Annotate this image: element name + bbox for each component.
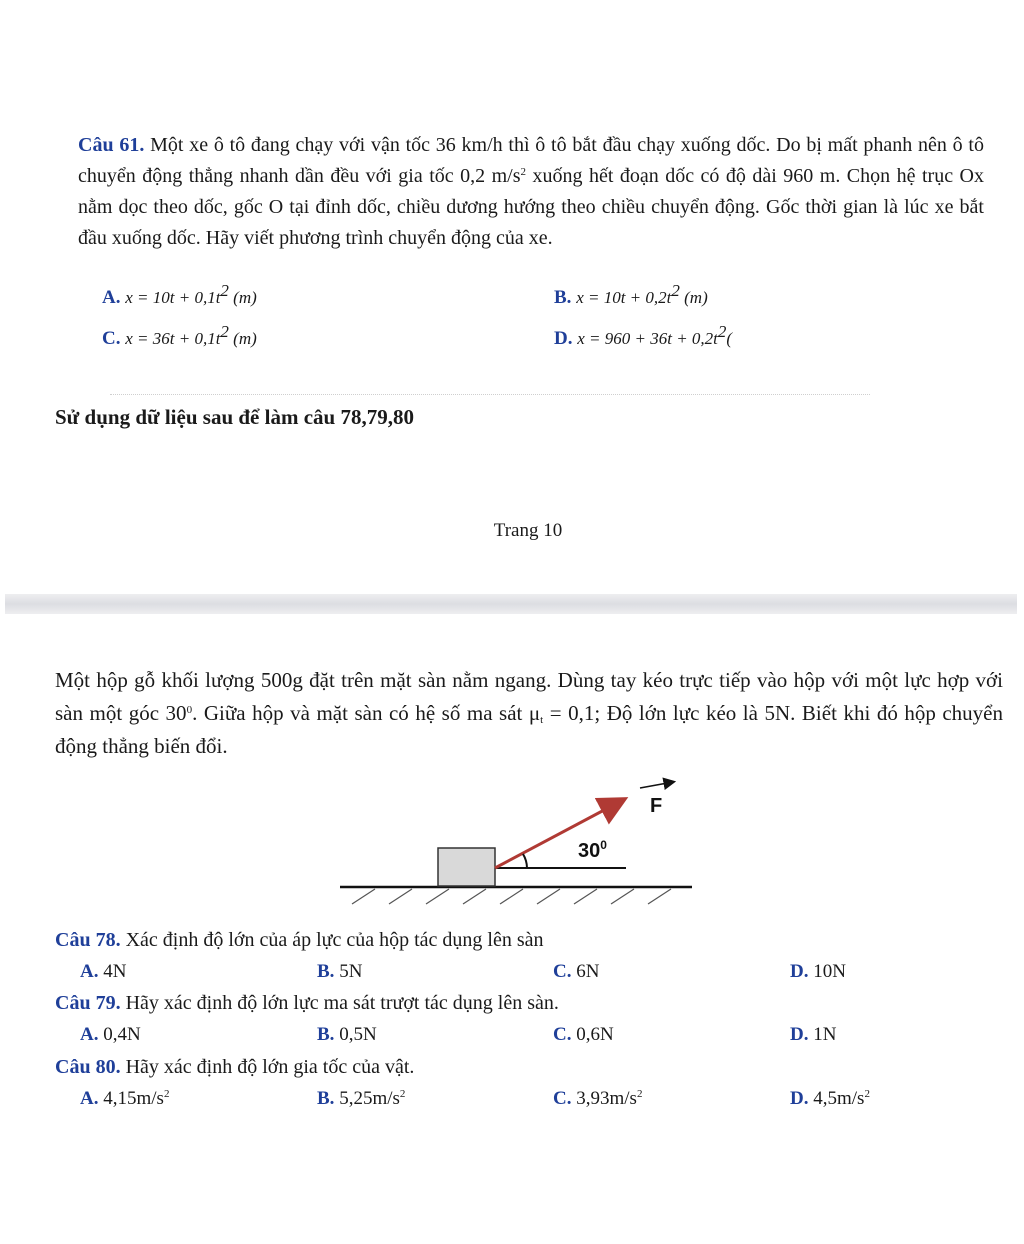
question-78 (55, 929, 544, 952)
angle-degree-sup: 0 (600, 838, 607, 852)
answer-value: 1N (813, 1024, 837, 1045)
answer-value: 4,5m/s (813, 1088, 865, 1109)
ground-hatching (352, 889, 671, 904)
data-intro-heading: Sử dụng dữ liệu sau để làm câu 78,79,80 (55, 405, 414, 429)
question-78-text: Xác định độ lớn của áp lực của hộp tác dụng lên sàn (120, 929, 544, 951)
q80-answer-c[interactable] (553, 1088, 642, 1110)
answer-value: 4,15m/s (103, 1088, 164, 1109)
option-label: C. (102, 328, 121, 349)
q61-option-a[interactable] (102, 281, 257, 309)
answer-value: 6N (576, 961, 600, 982)
answer-label: D. (790, 961, 809, 982)
answer-sup: 2 (163, 1088, 170, 1100)
question-80 (55, 1056, 414, 1079)
wooden-box (438, 848, 495, 886)
q80-answer-d[interactable] (790, 1088, 870, 1110)
answer-label: D. (790, 1024, 809, 1045)
force-diagram (330, 770, 710, 910)
question-79 (55, 992, 559, 1015)
q79-answer-c[interactable] (553, 1024, 614, 1046)
question-61-label: Câu 61. (78, 134, 145, 156)
problem-text-3: = 0,1; Độ lớn lực kéo là 5N. Biết khi đó hộp chuyển động thẳng biến đổi. (55, 701, 1004, 758)
answer-value: 3,93m/s (576, 1088, 637, 1109)
angle-arc (523, 854, 527, 868)
option-formula: x = 10t + 0,2t (576, 288, 672, 307)
answer-value: 0,6N (576, 1024, 614, 1045)
answer-label: C. (553, 1024, 572, 1045)
answer-value: 10N (813, 961, 846, 982)
option-formula-unit: (m) (228, 329, 257, 348)
question-80-text: Hãy xác định độ lớn gia tốc của vật. (120, 1056, 415, 1078)
q78-answer-d[interactable] (790, 961, 846, 983)
option-label: B. (554, 287, 572, 308)
q79-answer-d[interactable] (790, 1024, 836, 1046)
question-79-label: Câu 79. (55, 992, 121, 1014)
option-formula-sup: 2 (671, 281, 680, 300)
q80-answer-a[interactable] (80, 1088, 169, 1110)
page-separator (5, 594, 1017, 614)
force-label: F (650, 795, 663, 817)
q78-answer-a[interactable] (80, 961, 126, 983)
answer-label: B. (317, 961, 335, 982)
problem-text-1-sup: 0 (186, 704, 193, 716)
q78-answer-b[interactable] (317, 961, 362, 983)
answer-label: C. (553, 1088, 572, 1109)
option-label: A. (102, 287, 121, 308)
option-formula: x = 960 + 36t + 0,2t (577, 329, 718, 348)
answer-label: B. (317, 1088, 335, 1109)
answer-sup: 2 (636, 1088, 643, 1100)
q61-option-b[interactable] (554, 281, 708, 309)
answer-value: 5,25m/s (339, 1088, 400, 1109)
answer-label: B. (317, 1024, 335, 1045)
option-formula-sup: 2 (220, 322, 229, 341)
angle-label (578, 838, 607, 862)
angle-value: 30 (578, 840, 601, 862)
option-formula-sup: 2 (717, 322, 727, 341)
question-78-label: Câu 78. (55, 929, 121, 951)
answer-label: A. (80, 1024, 99, 1045)
page-number: Trang 10 (493, 520, 563, 541)
option-formula-unit: ( (726, 329, 733, 348)
answer-sup: 2 (864, 1088, 870, 1100)
vector-arrow-icon (640, 782, 673, 788)
answer-label: A. (80, 1088, 99, 1109)
problem-text-2: . Giữa hộp và mặt sàn có hệ số ma sát μ (192, 701, 541, 725)
q79-answer-a[interactable] (80, 1024, 141, 1046)
answer-value: 0,5N (339, 1024, 377, 1045)
problem-text-1: Một hộp gỗ khối lượng 500g đặt trên mặt sàn nằm ngang. Dùng tay kéo trực tiếp vào hộp với một lực hợp với sàn một góc 30 (55, 668, 1003, 725)
option-formula: x = 36t + 0,1t (125, 329, 221, 348)
question-61-text-b: xuống hết đoạn dốc có độ dài 960 m. Chọn hệ trục Ox nằm dọc theo dốc, gốc O tại đỉnh dốc, chiều dương hướng theo chiều chuyển động. Gốc thời gian là lúc xe bắt đầu xuống dốc. Hãy viết phương trình chuyển động của xe. (78, 165, 984, 249)
answer-label: C. (553, 961, 572, 982)
answer-label: A. (80, 961, 99, 982)
option-label: D. (554, 328, 573, 349)
question-80-label: Câu 80. (55, 1056, 121, 1078)
answer-value: 4N (103, 961, 127, 982)
answer-sup: 2 (399, 1088, 406, 1100)
q61-option-d[interactable] (554, 322, 733, 350)
q78-answer-c[interactable] (553, 961, 599, 983)
answer-label: D. (790, 1088, 809, 1109)
question-61-text-a: Một xe ô tô đang chạy với vận tốc 36 km/h thì ô tô bắt đầu chạy xuống dốc. Do bị mất phanh nên ô tô chuyển động thẳng nhanh dần đều với gia tốc 0,2 m/s (78, 134, 984, 187)
problem-statement (55, 664, 1003, 763)
q80-answer-b[interactable] (317, 1088, 405, 1110)
problem-text-2-sub: t (540, 714, 544, 726)
faint-divider (110, 394, 870, 396)
option-formula-unit: (m) (228, 288, 257, 307)
force-arrow (495, 800, 623, 868)
q79-answer-b[interactable] (317, 1024, 377, 1046)
question-79-text: Hãy xác định độ lớn lực ma sát trượt tác dụng lên sàn. (120, 992, 559, 1014)
option-formula-sup: 2 (220, 281, 229, 300)
option-formula-unit: (m) (679, 288, 708, 307)
answer-value: 5N (339, 961, 363, 982)
question-61-text-sup: 2 (520, 166, 526, 178)
option-formula: x = 10t + 0,1t (125, 288, 221, 307)
q61-option-c[interactable] (102, 322, 257, 350)
answer-value: 0,4N (103, 1024, 141, 1045)
question-61 (78, 130, 984, 254)
